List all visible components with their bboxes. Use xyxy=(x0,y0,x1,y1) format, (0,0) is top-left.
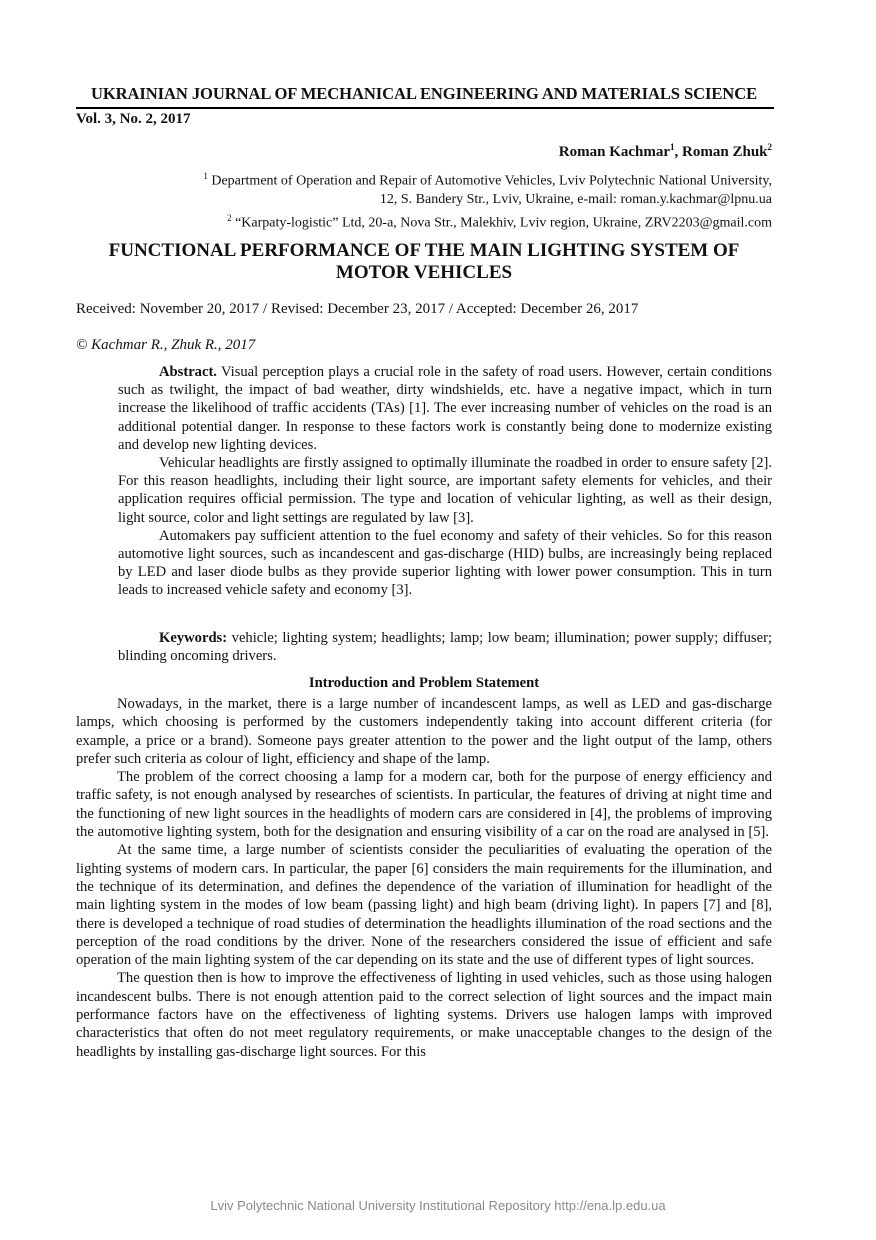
affiliation-text: “Karpaty-logistic” Ltd, 20-a, Nova Str., Malekhiv, Lviv region, Ukraine, ZRV2203@gmail.com xyxy=(231,215,772,231)
keywords xyxy=(118,629,772,665)
section-heading: Introduction and Problem Statement xyxy=(308,675,540,691)
abstract-paragraph xyxy=(118,363,772,454)
repository-footer: Lviv Polytechnic National University Institutional Repository http://ena.lp.edu.ua xyxy=(210,1198,666,1213)
keywords-text: vehicle; lighting system; headlights; lamp; low beam; illumination; power supply; diffuser; blinding oncoming drivers. xyxy=(118,630,772,665)
journal-title: UKRAINIAN JOURNAL OF MECHANICAL ENGINEERING AND MATERIALS SCIENCE xyxy=(90,84,758,103)
author-2-sup: 2 xyxy=(767,142,772,152)
body-paragraph: The question then is how to improve the effectiveness of lighting in used vehicles, such as those using halogen incandescent bulbs. There is not enough attention paid to the correct selection of light sources and the impact main performance factors have on the effectiveness of lighting systems. Drivers use halogen lamps with improved characteristics that often do not meet regulatory requirements, or make unacceptable changes to the design of the headlights by installing gas-discharge light sources. For this xyxy=(76,970,772,1060)
affiliation-1-address: 12, S. Bandery Str., Lviv, Ukraine, e-mail: roman.y.kachmar@lpnu.ua xyxy=(379,191,772,207)
copyright: © Kachmar R., Zhuk R., 2017 xyxy=(76,337,256,353)
title-line: MOTOR VEHICLES xyxy=(335,262,513,283)
author-1: Roman Kachmar xyxy=(558,144,671,160)
abstract-paragraph: Automakers pay sufficient attention to the fuel economy and safety of their vehicles. So for this reason automotive light sources, such as incandescent and gas-discharge (HID) bulbs, are increasingly being replaced by LED and laser diode bulbs as they provide superior lighting with lower power consumption. This in turn leads to increased vehicle safety and economy [3]. xyxy=(118,527,772,599)
abstract-paragraph: Vehicular headlights are firstly assigned to optimally illuminate the roadbed in order to ensure safety [2]. For this reason headlights, including their light source, are important safety elements for vehicles, and their application requires official permission. The type and location of vehicular lighting, as well as their design, light source, color and light settings are regulated by law [3]. xyxy=(118,455,772,526)
affiliation-sup: 2 xyxy=(227,212,232,223)
introduction-body xyxy=(76,695,772,1061)
author-sep: , xyxy=(674,144,683,160)
affiliation-text: Department of Operation and Repair of Automotive Vehicles, Lviv Polytechnic National University, xyxy=(207,173,772,189)
title-line: FUNCTIONAL PERFORMANCE OF THE MAIN LIGHTING SYSTEM OF xyxy=(108,240,740,261)
abstract xyxy=(118,363,772,600)
paper-title xyxy=(76,240,772,284)
header-rule xyxy=(76,107,774,109)
affiliation-1 xyxy=(203,167,772,191)
affiliations xyxy=(203,167,772,232)
body-paragraph: At the same time, a large number of scientists consider the peculiarities of evaluating the operation of the lighting systems of modern cars. In particular, the paper [6] considers the main requirements for the illumination, and the technique of its determination, and defines the dependence of the variation of illumination for headlight of the main lighting system in the modes of low beam (passing light) and high beam (driving light). In papers [7] and [8], there is developed a technique of road studies of determination the headlights illumination of the road sections and the perception of the road conditions by the driver. None of the researchers considered the issue of efficient and safe operation of the main lighting system of the car depending on its state and the use of different types of light sources. xyxy=(76,842,772,969)
keywords-label: Keywords: xyxy=(159,630,228,646)
received-dates: Received: November 20, 2017 / Revised: December 23, 2017 / Accepted: December 26, 2017 xyxy=(76,301,639,317)
abstract-label: Abstract. xyxy=(159,364,217,380)
abstract-text: Visual perception plays a crucial role in the safety of road users. However, certain conditions such as twilight, the impact of bad weather, dirty windshields, etc. have a negative impact, which in turn increase the likelihood of traffic accidents (TAs) [1]. The ever increasing number of vehicles on the road is an additional potential danger. In response to these factors work is constantly being done to modernize existing and develop new lighting devices. xyxy=(118,364,772,453)
author-2: Roman Zhuk xyxy=(682,144,768,160)
volume-info: Vol. 3, No. 2, 2017 xyxy=(76,111,191,127)
body-paragraph: Nowadays, in the market, there is a large number of incandescent lamps, as well as LED and gas-discharge lamps, which choosing is performed by the customers independently taking into account different criteria (for example, a price or a brand). Someone pays greater attention to the power and the light output of the lamp, others prefer such criteria as colour of light, efficiency and shape of the lamp. xyxy=(76,696,772,767)
body-paragraph: The problem of the correct choosing a lamp for a modern car, both for the purpose of energy efficiency and traffic safety, is not enough analysed by researches of scientists. In particular, the features of driving at night time and the functioning of new light sources in the headlights of modern cars are considered in [4], the problems of improving the automotive lighting system, both for the designation and ensuring visibility of a car on the road are analysed in [5]. xyxy=(76,769,772,841)
author-1-sup: 1 xyxy=(670,142,675,152)
affiliation-2 xyxy=(203,209,772,233)
authors xyxy=(559,142,772,161)
affiliation-sup: 1 xyxy=(203,171,208,181)
